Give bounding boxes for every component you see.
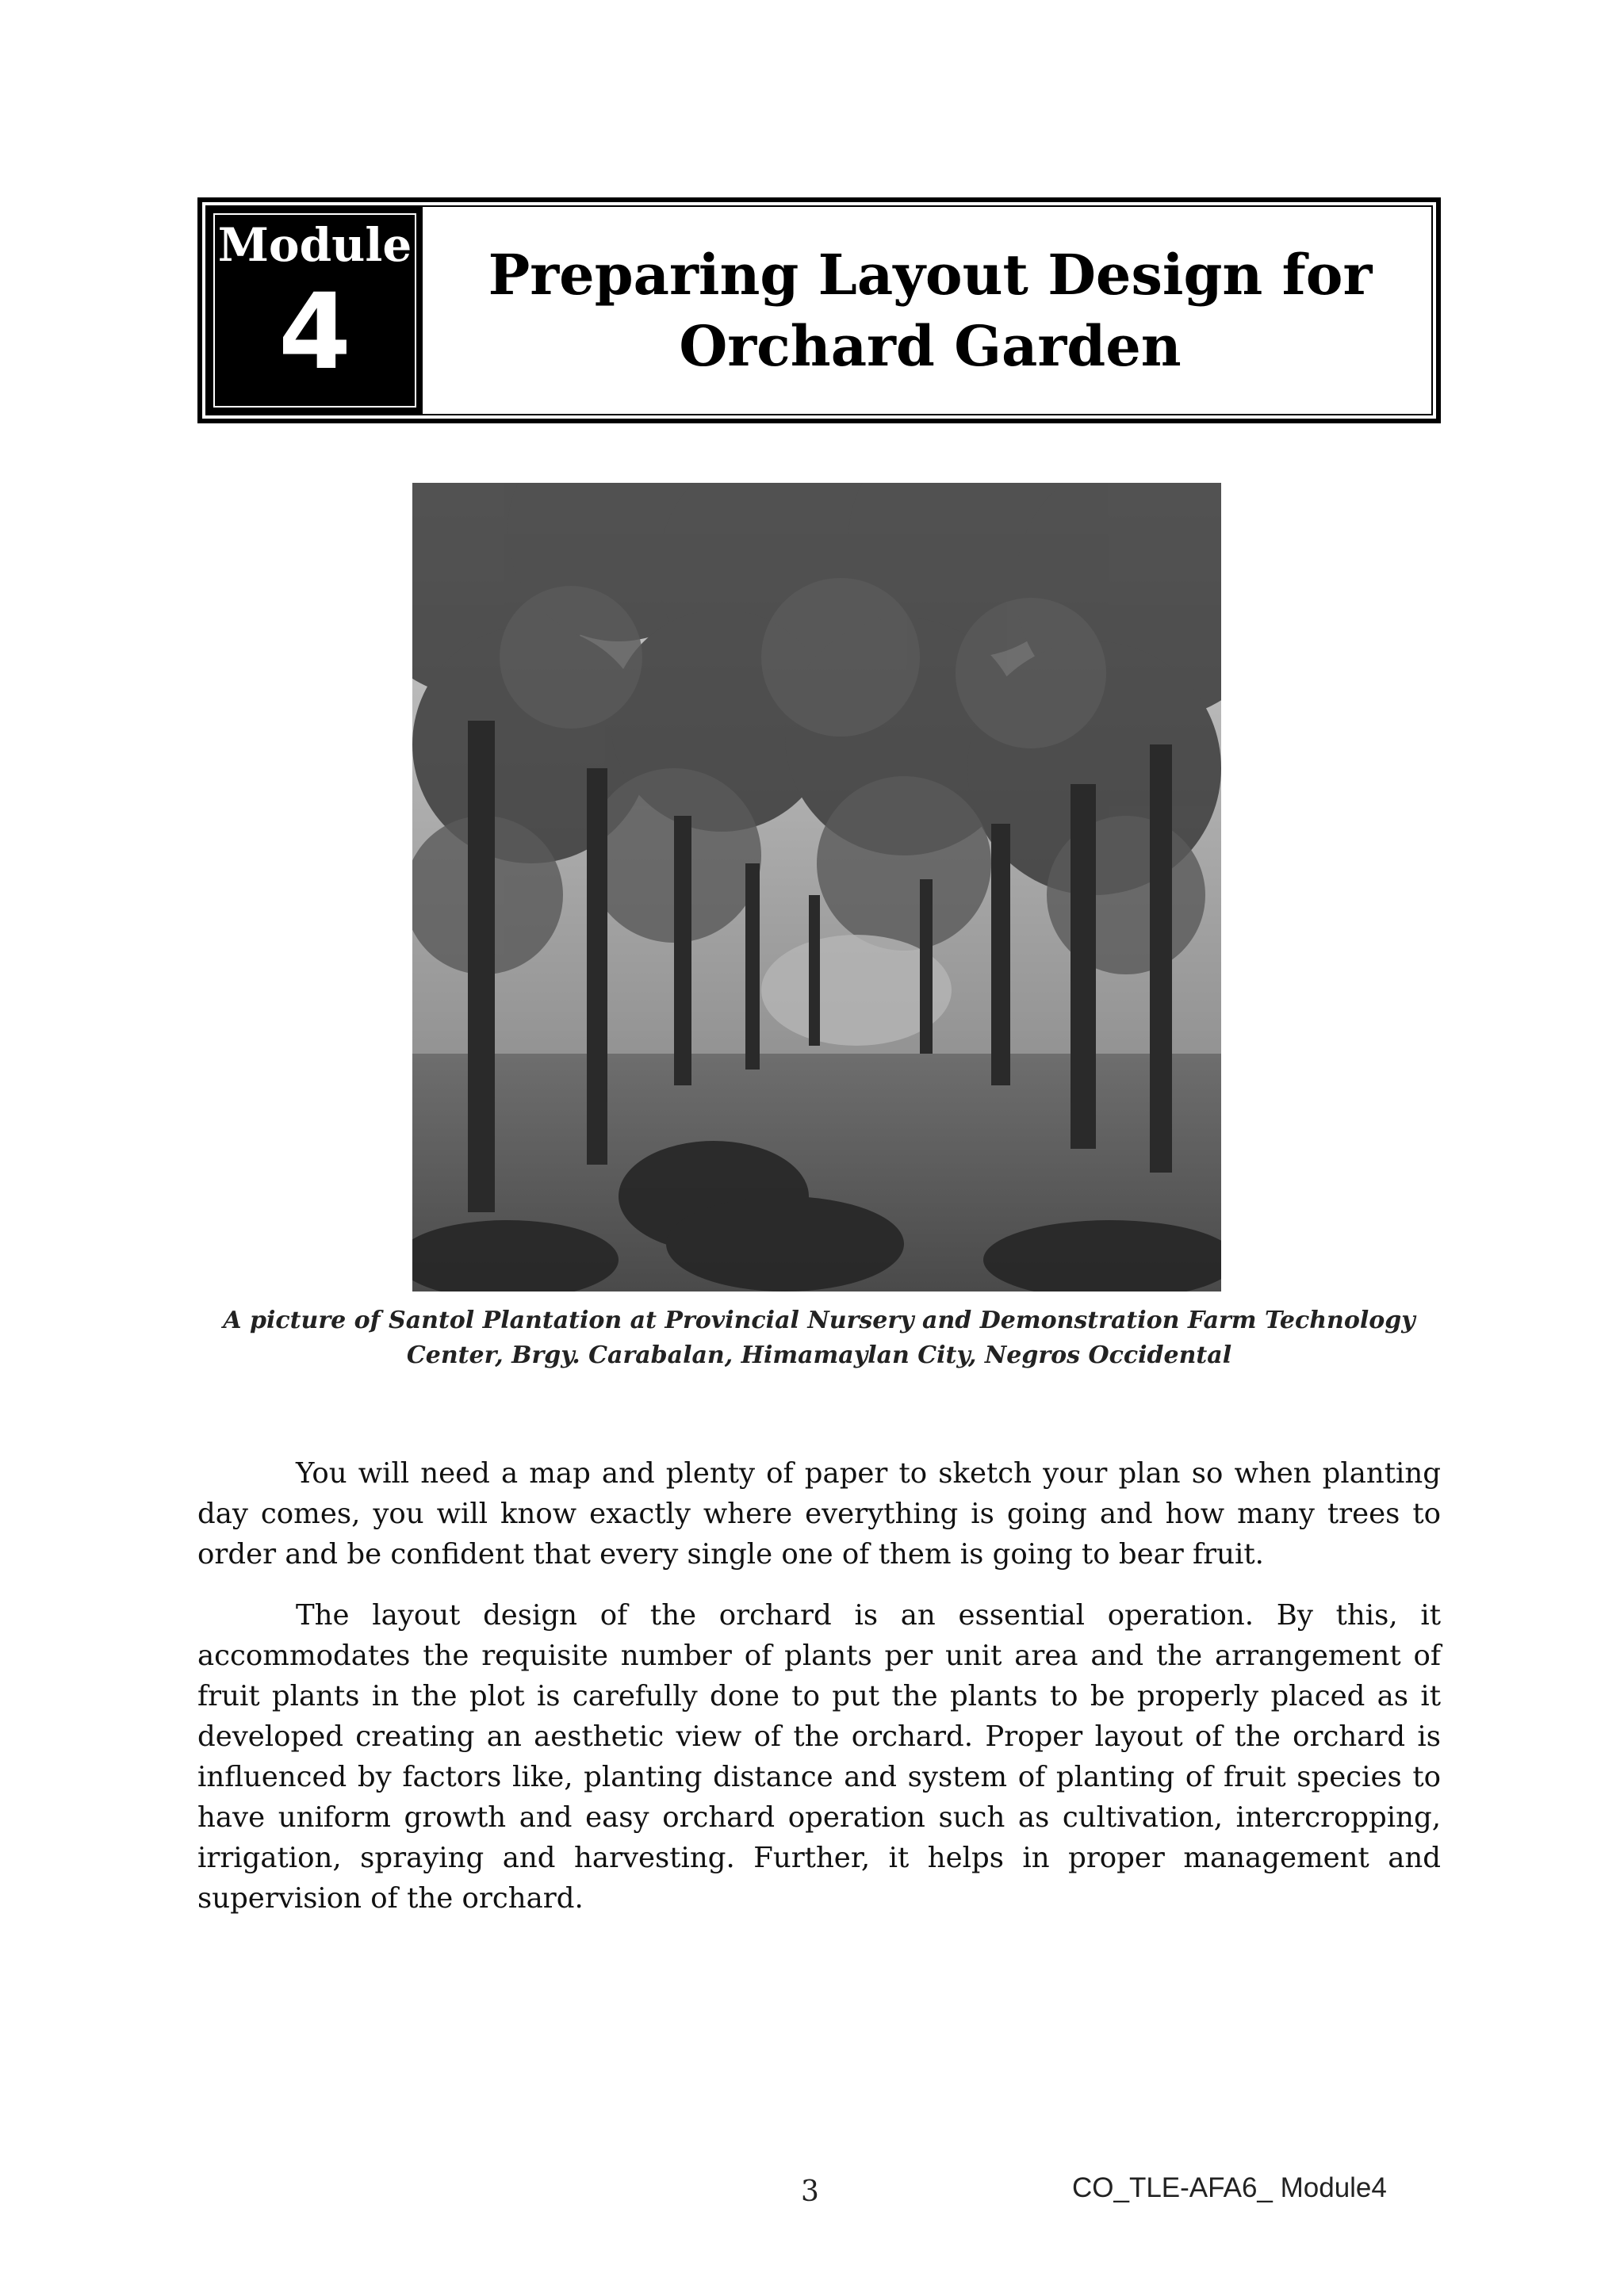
module-code: CO_TLE-AFA6_ Module4 bbox=[1072, 2172, 1387, 2203]
module-badge bbox=[207, 207, 423, 414]
page-number: 3 bbox=[801, 2175, 819, 2208]
module-title bbox=[488, 239, 1373, 382]
module-label: Module bbox=[217, 218, 412, 272]
module-title-line-1: Preparing Layout Design for bbox=[488, 241, 1373, 308]
paragraph: You will need a map and plenty of paper to sketch your plan so when planting day comes, you will know exactly where everything is going and how many trees to order and be confident that every single one of them is going to bear fruit. bbox=[197, 1457, 1441, 1571]
photo-caption-line-1: A picture of Santol Plantation at Provincial Nursery and Demonstration Farm Technology bbox=[223, 1307, 1415, 1334]
paragraph: The layout design of the orchard is an essential operation. By this, it accommodates the requisite number of plants per unit area and the arrangement of fruit plants in the plot is carefully done to put the plants to be properly placed as it developed creating an aesthetic view of the orchard. Proper layout of the orchard is influenced by factors like, planting distance and system of planting of fruit species to have uniform growth and easy orchard operation such as cultivation, intercropping, irrigation, spraying and harvesting. Further, it helps in proper management and supervision of the orchard. bbox=[197, 1599, 1441, 1915]
module-title-box bbox=[429, 207, 1431, 414]
module-title-line-2: Orchard Garden bbox=[679, 312, 1182, 379]
module-header bbox=[197, 197, 1441, 423]
module-header-frame bbox=[205, 205, 1433, 415]
photo-caption bbox=[197, 1303, 1441, 1373]
photo-caption-line-2: Center, Brgy. Carabalan, Himamaylan City, Negros Occidental bbox=[406, 1341, 1232, 1369]
orchard-illustration bbox=[412, 483, 1221, 1292]
body-text bbox=[197, 1453, 1441, 1939]
santol-plantation-photo bbox=[412, 483, 1221, 1292]
module-number: 4 bbox=[278, 271, 351, 393]
